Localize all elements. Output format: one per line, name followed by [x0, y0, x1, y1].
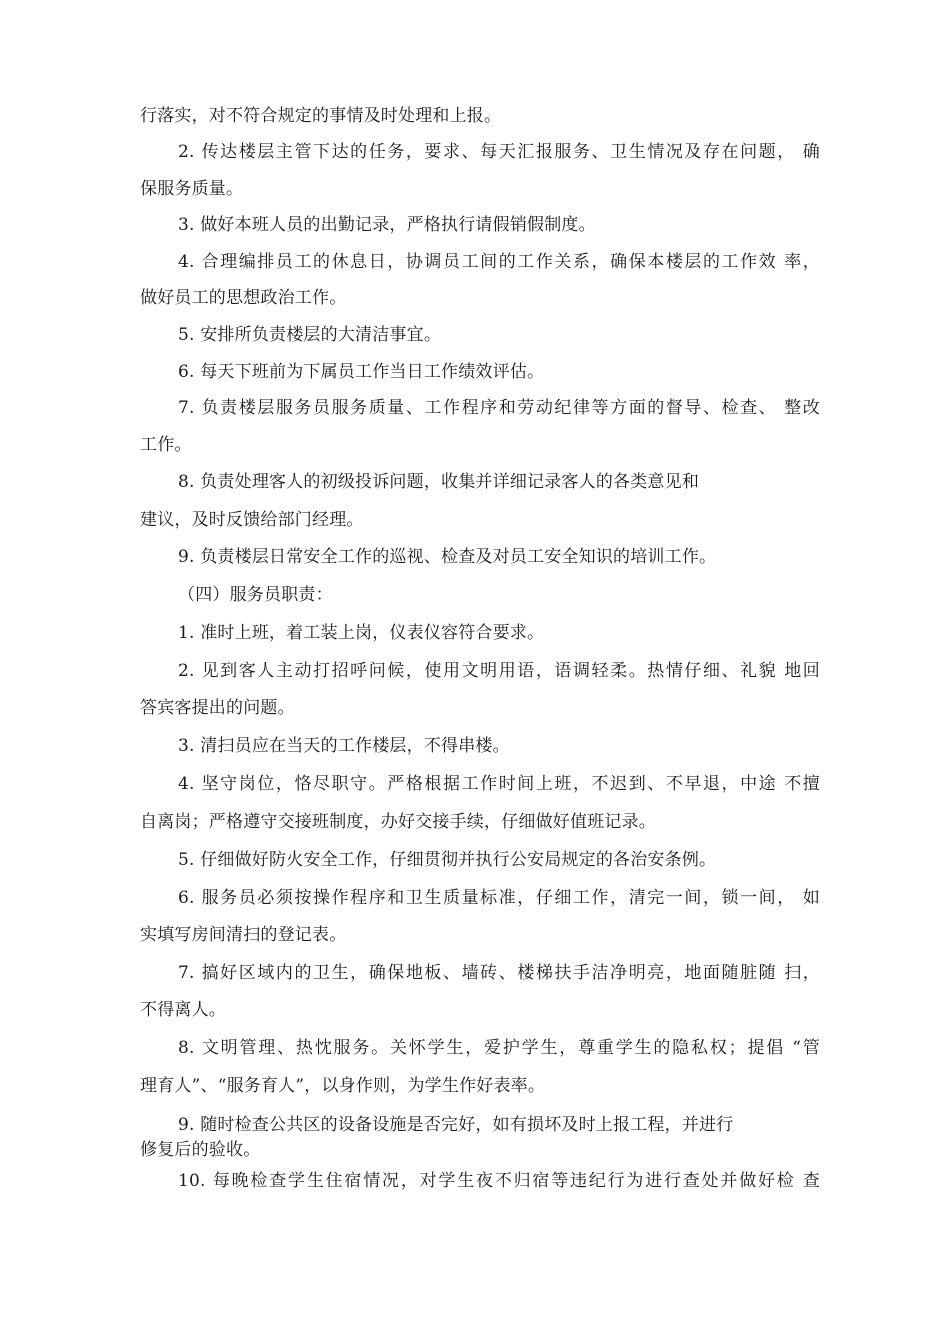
text-line: 工作。	[140, 435, 192, 455]
text-line: 保服务质量。	[140, 179, 244, 199]
text-line: 6. 服务员必须按操作程序和卫生质量标准，仔细工作，清完一间，锁一间， 如	[178, 888, 820, 908]
text-line: 8. 负责处理客人的初级投诉问题，收集并详细记录客人的各类意见和	[178, 472, 700, 492]
text-line: 自离岗；严格遵守交接班制度，办好交接手续，仔细做好值班记录。	[140, 812, 656, 832]
text-line: 4. 合理编排员工的休息日，协调员工间的工作关系，确保本楼层的工作效 率，	[178, 252, 820, 272]
text-line: 9. 负责楼层日常安全工作的巡视、检查及对员工安全知识的培训工作。	[178, 547, 717, 567]
text-line: 5. 安排所负责楼层的大清洁事宜。	[178, 325, 442, 345]
text-line: 做好员工的思想政治工作。	[140, 288, 347, 308]
text-line: 6. 每天下班前为下属员工作当日工作绩效评估。	[178, 362, 545, 382]
text-line: 10. 每晚检查学生住宿情况，对学生夜不归宿等违纪行为进行查处并做好检 查	[178, 1171, 820, 1191]
text-line: 修复后的验收。	[140, 1140, 261, 1160]
text-line: 3. 清扫员应在当天的工作楼层，不得串楼。	[178, 736, 510, 756]
text-line: 2. 传达楼层主管下达的任务，要求、每天汇报服务、卫生情况及存在问题， 确	[178, 142, 820, 162]
text-line: 3. 做好本班人员的出勤记录，严格执行请假销假制度。	[178, 215, 596, 235]
text-line: 1. 准时上班，着工装上岗，仪表仪容符合要求。	[178, 623, 545, 643]
text-line: 答宾客提出的问题。	[140, 698, 295, 718]
text-line: 5. 仔细做好防火安全工作，仔细贯彻并执行公安局规定的各治安条例。	[178, 850, 717, 870]
text-line: 4. 坚守岗位，恪尽职守。严格根据工作时间上班，不迟到、不早退，中途 不擅	[178, 774, 820, 794]
text-line: 7. 搞好区域内的卫生，确保地板、墙砖、楼梯扶手洁净明亮，地面随脏随 扫，	[178, 963, 820, 983]
text-line: 理育人”、“服务育人”，以身作则，为学生作好表率。	[140, 1076, 546, 1096]
text-line: 不得离人。	[140, 1000, 226, 1020]
text-line: 8. 文明管理、热忱服务。关怀学生，爱护学生，尊重学生的隐私权；提倡 “管	[178, 1038, 820, 1058]
section-heading: （四）服务员职责：	[178, 585, 333, 605]
text-line: 实填写房间清扫的登记表。	[140, 925, 347, 945]
text-line: 建议，及时反馈给部门经理。	[140, 510, 364, 530]
text-line: 行落实，对不符合规定的事情及时处理和上报。	[140, 106, 502, 126]
text-line: 7. 负责楼层服务员服务质量、工作程序和劳动纪律等方面的督导、检查、 整改	[178, 398, 820, 418]
text-line: 2. 见到客人主动打招呼问候，使用文明用语，语调轻柔。热情仔细、礼貌 地回	[178, 661, 820, 681]
text-line: 9. 随时检查公共区的设备设施是否完好，如有损坏及时上报工程，并进行	[178, 1115, 734, 1135]
